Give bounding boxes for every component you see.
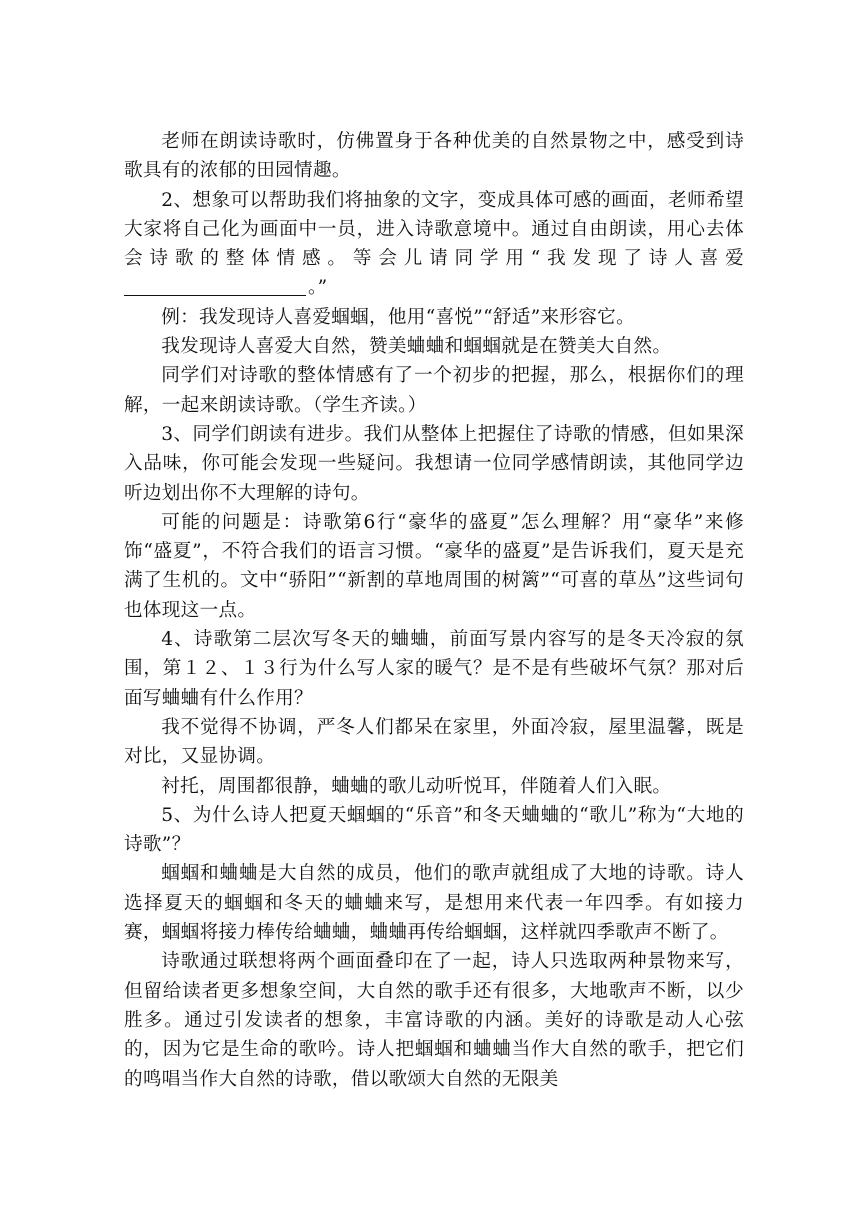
paragraph: 诗歌通过联想将两个画面叠印在了一起，诗人只选取两种景物来写，但留给读者更多想象空间，大自然的歌手还有很多，大地歌声不断，以少胜多。通过引发读者的想象，丰富诗歌的内涵。美好的诗歌是动人心弦的，因为它是生命的歌吟。诗人把蝈蝈和蛐蛐当作大自然的歌手，把它们的鸣唱当作大自然的诗歌，借以歌颂大自然的无限美 bbox=[124, 951, 744, 1090]
paragraph: 可能的问题是：诗歌第6行“豪华的盛夏”怎么理解？用“豪华”来修饰“盛夏”，不符合我们的语言习惯。“豪华的盛夏”是告诉我们，夏天是充满了生机的。文中“骄阳”“新割的草地周围的树篱”“可喜的草丛”这些词句也体现这一点。 bbox=[124, 511, 744, 621]
body-text bbox=[124, 127, 744, 1094]
paragraph: 同学们对诗歌的整体情感有了一个初步的把握，那么，根据你们的理解，一起来朗读诗歌。（学生齐读。） bbox=[124, 365, 744, 416]
paragraph: 5、为什么诗人把夏天蝈蝈的“乐音”和冬天蛐蛐的“歌儿”称为“大地的诗歌”？ bbox=[124, 804, 744, 856]
paragraph-text: 。” bbox=[308, 277, 328, 299]
paragraph-text: 2、想象可以帮助我们将抽象的文字，变成具体可感的画面，老师希望大家将自己化为画面中一员，进入诗歌意境中。通过自由朗读，用心去体会诗歌的整体情感。等会儿请同学用“我发现了诗人喜 bbox=[124, 189, 744, 270]
paragraph: 衬托，周围都很静，蛐蛐的歌儿动听悦耳，伴随着人们入眠。 bbox=[161, 775, 672, 797]
paragraph: 老师在朗读诗歌时，仿佛置身于各种优美的自然景物之中，感受到诗歌具有的浓郁的田园情趣。 bbox=[124, 131, 744, 182]
paragraph-question-2 bbox=[124, 186, 744, 303]
fill-in-blank bbox=[124, 276, 306, 296]
paragraph: 我不觉得不协调，严冬人们都呆在家里，外面冷寂，屋里温馨，既是对比，又显协调。 bbox=[124, 716, 744, 768]
paragraph: 4、诗歌第二层次写冬天的蛐蛐，前面写景内容写的是冬天冷寂的氛围，第１２、１３行为什么写人家的暖气？是不是有些破坏气氛？那对后面写蛐蛐有什么作用？ bbox=[124, 629, 744, 709]
paragraph: 例：我发现诗人喜爱蝈蝈，他用“喜悦”“舒适”来形容它。 bbox=[161, 306, 635, 328]
paragraph: 蝈蝈和蛐蛐是大自然的成员，他们的歌声就组成了大地的诗歌。诗人选择夏天的蝈蝈和冬天的蛐蛐来写，是想用来代表一年四季。有如接力赛，蝈蝈将接力棒传给蛐蛐，蛐蛐再传给蝈蝈，这样就四季歌声不断了。 bbox=[124, 863, 744, 944]
paragraph: 3、同学们朗读有进步。我们从整体上把握住了诗歌的情感，但如果深入品味，你可能会发现一些疑问。我想请一位同学感情朗读，其他同学边听边划出你不大理解的诗句。 bbox=[124, 423, 744, 504]
paragraph-text: 爱 bbox=[725, 248, 744, 270]
paragraph: 我发现诗人喜爱大自然，赞美蛐蛐和蝈蝈就是在赞美大自然。 bbox=[161, 336, 672, 358]
